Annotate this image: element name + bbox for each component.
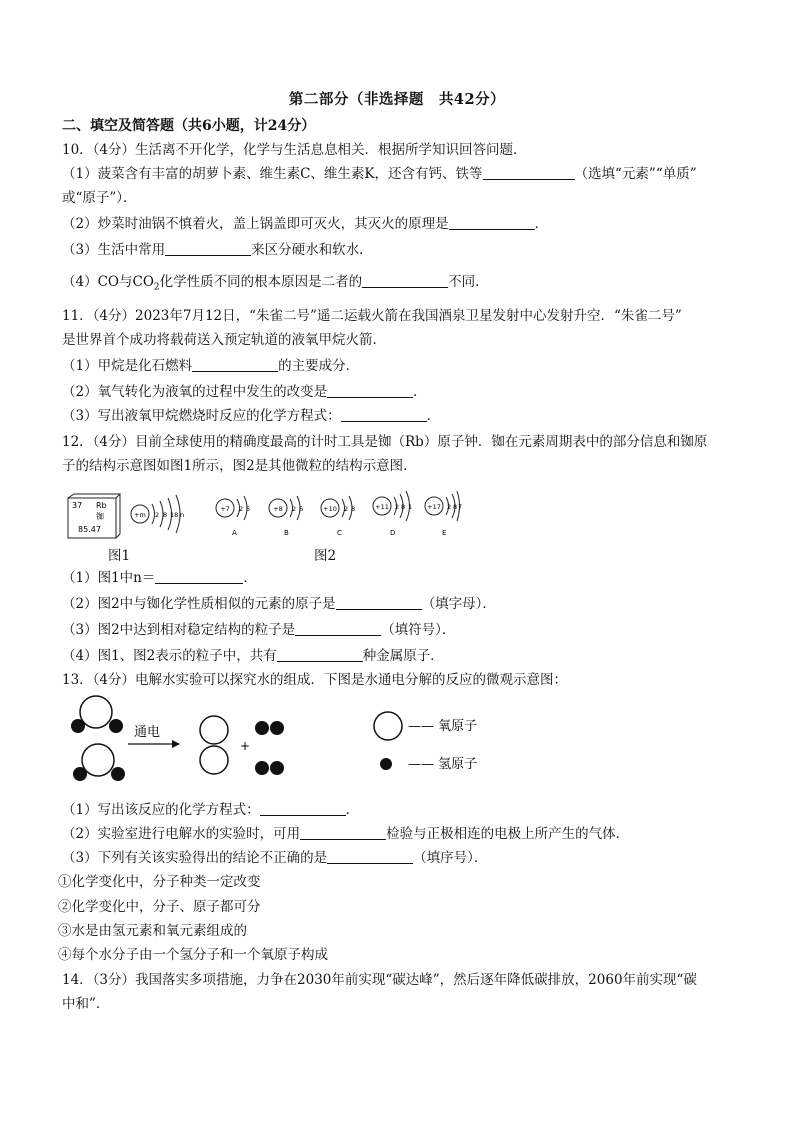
oxygen-atom [200, 716, 228, 744]
hydrogen-atom [71, 719, 85, 733]
answer-blank[interactable] [300, 825, 386, 840]
nucleus-charge: +11 [375, 503, 389, 511]
nucleus-charge: +8 [273, 505, 283, 513]
element-name: 铷 [96, 512, 104, 521]
q12-p3-text: （3）图2中达到相对稳定结构的粒子是 [62, 622, 296, 638]
q10-part4 [62, 272, 742, 298]
particle-label: E [442, 529, 447, 537]
q12-p4-text: （4）图1、图2表示的粒子中，共有 [62, 648, 277, 664]
q13-option-3: ③水是由氢元素和氧元素组成的 [58, 923, 247, 939]
q10-p3-end: 来区分硬水和软水． [251, 242, 373, 258]
shell-count: 7 [458, 503, 462, 511]
answer-blank[interactable] [192, 357, 278, 372]
answer-blank[interactable] [449, 215, 535, 230]
shell-count: 2 [447, 503, 452, 511]
particle-label: B [284, 529, 289, 537]
q11-p2-end: ． [413, 384, 427, 400]
q12-p4-end: 种金属原子． [362, 648, 444, 664]
nucleus-charge: +10 [323, 505, 337, 513]
hydrogen-atom [255, 761, 269, 775]
shell-count: 8 [351, 505, 356, 513]
legend-hydrogen-label: —— 氢原子 [408, 757, 478, 772]
shell-count: 2 [155, 511, 160, 519]
answer-blank[interactable] [336, 595, 422, 610]
figure-2 [212, 488, 462, 540]
q11-p1-text: （1）甲烷是化石燃料 [62, 358, 193, 374]
q13-p3-text: （3）下列有关该实验得出的结论不正确的是 [62, 850, 328, 866]
element-mass: 85.47 [78, 525, 101, 534]
legend-oxygen-label: —— 氧原子 [408, 719, 478, 734]
figure-1 [66, 492, 206, 542]
q13-option-2: ②化学变化中，分子、原子都可分 [58, 899, 261, 915]
shell-count: 6 [299, 505, 304, 513]
arrow-label: 通电 [134, 725, 161, 740]
plus-sign: + [240, 739, 251, 753]
figure-2-svg [212, 488, 462, 540]
oxygen-atom [80, 696, 112, 728]
q12-p2-text: （2）图2中与铷化学性质相似的元素的原子是 [62, 596, 336, 612]
arrow-head [172, 740, 180, 748]
q10-stem: 10．（4分）生活离不开化学，化学与生活息息相关．根据所学知识回答问题． [62, 142, 527, 158]
q11-p2-text: （2）氧气转化为液氧的过程中发生的改变是 [62, 384, 328, 400]
q11-stem-1: 11．（4分）2023年7月12日，“朱雀二号”遥二运载火箭在我国酒泉卫星发射中心发射升空．“朱雀二号” [62, 308, 682, 324]
element-number: 37 [72, 501, 83, 510]
q10-p4-end: 不同． [448, 274, 489, 290]
section-title: 二、填空及简答题（共6小题，计24分） [62, 118, 316, 134]
q10-p4-mid: 化学性质不同的根本原因是二者的 [159, 274, 363, 290]
shell-count: 2 [344, 505, 349, 513]
q11-p1-end: 的主要成分． [278, 358, 360, 374]
q10-p3-text: （3）生活中常用 [62, 242, 166, 258]
shell-count: 8 [163, 511, 168, 519]
nucleus-charge: +7 [220, 505, 230, 513]
hydrogen-atom [255, 721, 269, 735]
part-title: 第二部分（非选择题 共42分） [288, 91, 506, 108]
shell-count: 8 [401, 503, 406, 511]
q13-p3-end: （填序号）． [413, 850, 488, 866]
q10-p1-text: （1）菠菜含有丰富的胡萝卜素、维生素C、维生素K，还含有钙、铁等 [62, 166, 483, 182]
hydrogen-atom [270, 721, 284, 735]
electrolysis-diagram [64, 692, 504, 786]
q12-stem-1: 12．（4分）目前全球使用的精确度最高的计时工具是铷（Rb）原子钟．铷在元素周期表中的部分信息和铷原 [62, 434, 708, 450]
q13-stem: 13．（4分）电解水实验可以探究水的组成．下图是水通电分解的反应的微观示意图： [62, 672, 568, 688]
q13-part3 [62, 848, 742, 868]
q13-part1 [62, 800, 742, 820]
q10-part1-cont: 或“原子”）． [62, 190, 137, 206]
q10-part1 [62, 164, 742, 184]
q12-part2 [62, 594, 742, 614]
shell-count: 2 [395, 503, 400, 511]
shell-count: 8 [453, 503, 458, 511]
shell-count: 1 [408, 503, 413, 511]
answer-blank[interactable] [260, 801, 346, 816]
shell-count: 5 [246, 505, 251, 513]
answer-blank[interactable] [362, 273, 448, 288]
shell-count: 2 [292, 505, 297, 513]
answer-blank[interactable] [327, 383, 413, 398]
q10-part3 [62, 240, 742, 260]
q12-p1-end: ． [243, 570, 257, 586]
q13-part2 [62, 824, 742, 844]
hydrogen-atom [109, 719, 123, 733]
q10-p2-text: （2）炒菜时油锅不慎着火，盖上锅盖即可灭火，其灭火的原理是 [62, 216, 449, 232]
particle-label: A [232, 529, 237, 537]
shell-count: n [180, 511, 185, 519]
q10-part2 [62, 214, 742, 234]
legend-hydrogen-symbol [380, 758, 392, 770]
hydrogen-atom [270, 761, 284, 775]
oxygen-atom [82, 744, 114, 776]
shell-count: 2 [239, 505, 244, 513]
legend-oxygen-symbol [374, 712, 402, 740]
q10-p1-hint: （选填“元素”“单质” [574, 166, 697, 182]
answer-blank[interactable] [277, 647, 363, 662]
figure-2-caption: 图2 [314, 548, 337, 564]
nucleus-charge: +17 [427, 503, 441, 511]
q12-part3 [62, 620, 742, 640]
q12-stem-2: 子的结构示意图如图1所示，图2是其他微粒的结构示意图． [62, 458, 417, 474]
answer-blank[interactable] [341, 407, 427, 422]
q11-part1 [62, 356, 742, 376]
q14-stem-1: 14．（3分）我国落实多项措施，力争在2030年前实现“碳达峰”，然后逐年降低碳排放，2060年前实现“碳 [62, 972, 697, 988]
q13-option-4: ④每个水分子由一个氢分子和一个氧原子构成 [58, 947, 328, 963]
answer-blank[interactable] [327, 849, 413, 864]
q10-p4-text: （4）CO与CO [62, 274, 154, 290]
oxygen-atom [200, 746, 228, 774]
electrolysis-svg [64, 692, 504, 786]
q12-part4 [62, 646, 742, 666]
answer-blank[interactable] [155, 569, 243, 584]
particle-label: C [337, 529, 342, 537]
q11-part3 [62, 406, 742, 426]
q13-p1-text: （1）写出该反应的化学方程式： [62, 802, 260, 818]
q13-p2-text: （2）实验室进行电解水的实验时，可用 [62, 826, 301, 842]
answer-blank[interactable] [295, 621, 381, 636]
answer-blank[interactable] [483, 165, 575, 180]
q12-p3-end: （填符号）． [381, 622, 456, 638]
figure-1-caption: 图1 [108, 548, 131, 564]
q12-p1-text: （1）图1中n＝ [62, 570, 156, 586]
q12-part1 [62, 568, 742, 588]
q14-stem-2: 中和”． [62, 996, 110, 1012]
q10-p2-end: ． [534, 216, 549, 232]
q11-stem-2: 是世界首个成功将载荷送入预定轨道的液氧甲烷火箭． [62, 332, 386, 348]
q11-p3-end: ． [426, 408, 441, 424]
figure-1-svg [66, 492, 206, 542]
q13-p2-end: 检验与正极相连的电极上所产生的气体． [386, 826, 630, 842]
q11-part2 [62, 382, 742, 402]
subscript: 2 [153, 282, 160, 293]
hydrogen-atom [73, 767, 87, 781]
q11-p3-text: （3）写出液氧甲烷燃烧时反应的化学方程式： [62, 408, 341, 424]
q13-p1-end: ． [345, 802, 360, 818]
q12-p2-end: （填字母）． [421, 596, 496, 612]
nucleus-charge: +m [134, 511, 146, 519]
answer-blank[interactable] [165, 241, 251, 256]
particle-label: D [390, 529, 396, 537]
element-symbol: Rb [96, 501, 107, 510]
shell-count: 18 [170, 511, 179, 519]
hydrogen-atom [111, 767, 125, 781]
q13-option-1: ①化学变化中，分子种类一定改变 [58, 874, 261, 890]
